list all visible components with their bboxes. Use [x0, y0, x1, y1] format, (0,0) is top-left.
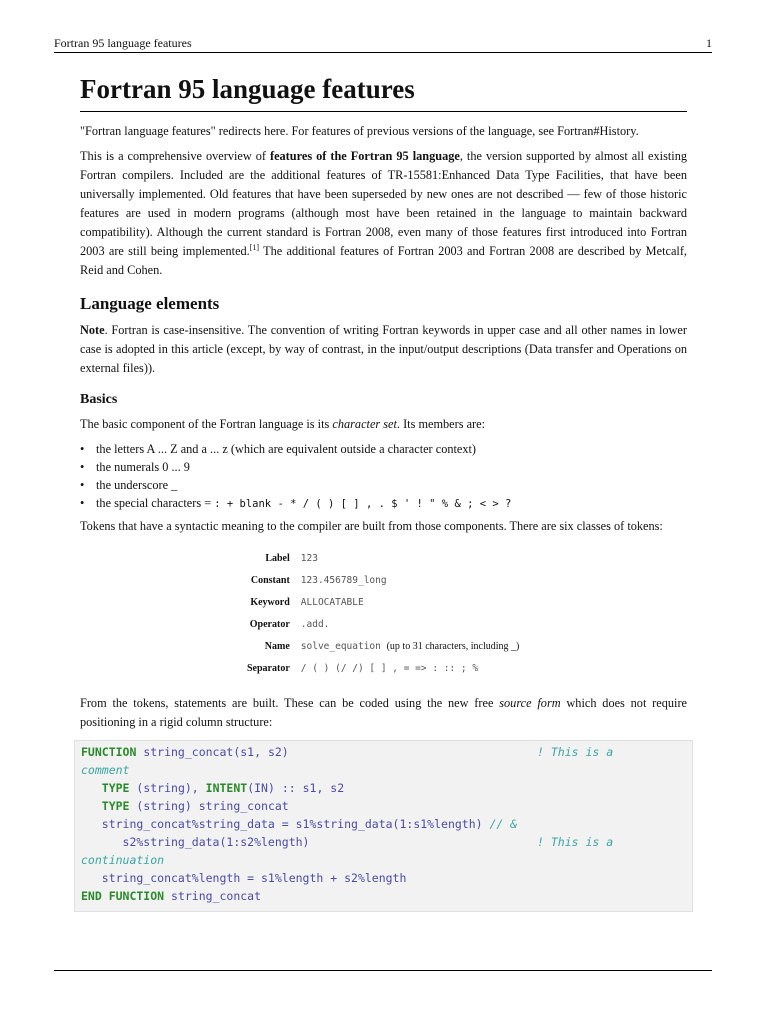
- overview-end: The additional features of Fortran 2003 and Fortran 2008 are described by Metcalf, Reid and Cohen.: [80, 244, 687, 278]
- code-line: [81, 761, 686, 779]
- token-label: Constant: [250, 575, 290, 587]
- code-text: string_concat: [164, 889, 262, 904]
- code-text: string_concat%string_data = s1%string_data(1:s1%length): [81, 816, 490, 831]
- basics-intro: [80, 415, 687, 434]
- section-heading-basics: Basics: [80, 391, 118, 407]
- token-value-text: .add.: [300, 619, 330, 631]
- code-line: [81, 797, 686, 815]
- overview-paragraph: [80, 147, 687, 280]
- code-indent: [81, 799, 102, 813]
- note-text: . Fortran is case-insensitive. The convention of writing Fortran keywords in upper case and all other names in lower case is adopted in this article (except, by way of contrast, in the input/output descriptions (Data transfer and Operations on external files)).: [80, 322, 687, 375]
- code-comment: continuation: [81, 853, 165, 868]
- code-text: s2%string_data(1:s2%length): [81, 835, 310, 850]
- code-line: [81, 779, 686, 797]
- table-row: [243, 570, 523, 592]
- table-row: [243, 636, 523, 658]
- token-value-text: 123.456789_long: [300, 575, 387, 587]
- code-block: [74, 740, 693, 913]
- citation-link[interactable]: [1]: [249, 243, 260, 253]
- table-row: [243, 658, 523, 680]
- code-comment: ! This is a: [537, 835, 614, 850]
- token-value: [294, 592, 524, 614]
- token-label: Operator: [249, 619, 290, 631]
- code-keyword: TYPE: [101, 780, 130, 795]
- section-heading-language-elements: Language elements: [80, 294, 220, 314]
- statements-suffix: which does not require positioning in a rigid column structure:: [80, 695, 687, 729]
- token-value: [294, 570, 524, 592]
- code-line: [81, 887, 686, 905]
- character-set-list: [80, 440, 687, 513]
- token-value: [294, 636, 524, 658]
- token-value-text: 123: [300, 553, 318, 565]
- overview-prefix: This is a comprehensive overview of: [80, 149, 270, 164]
- basics-intro-prefix: The basic component of the Fortran language is its: [80, 416, 333, 431]
- code-comment: comment: [81, 762, 130, 777]
- note-paragraph: [80, 321, 687, 378]
- code-keyword: TYPE: [101, 798, 130, 813]
- page-number: 1: [706, 36, 712, 50]
- token-value-text: ALLOCATABLE: [300, 597, 364, 609]
- tokens-table: [243, 548, 523, 680]
- code-text: (string),: [129, 780, 206, 795]
- code-text: string_concat(s1, s2): [136, 744, 289, 759]
- code-comment: // &: [489, 816, 518, 831]
- code-keyword: FUNCTION: [81, 744, 137, 759]
- token-value: [294, 614, 524, 636]
- token-value: [294, 658, 524, 680]
- overview-rest: , the version supported by almost all existing Fortran compilers. Included are the additional features of TR-15581:Enhanced Data Type Facilities, that have been universally implemented. Old features that have been superseded by new ones are not described — few of those historic features are used in modern programs (although most have been retained in the language to maintain backward compatibility). Although the current standard is Fortran 2008, even many of those features first introduced into Fortran 2003 are still being implemented.: [80, 149, 687, 259]
- code-text: (IN) :: s1, s2: [247, 780, 345, 795]
- code-text: string_concat%length = s1%length + s2%length: [81, 871, 407, 886]
- code-keyword: INTENT: [205, 780, 248, 795]
- table-row: [243, 548, 523, 570]
- code-text: (string) string_concat: [129, 798, 289, 813]
- running-header-title: Fortran 95 language features: [54, 36, 192, 50]
- code-line: [81, 869, 686, 887]
- table-row: [243, 592, 523, 614]
- token-label: Name: [264, 641, 290, 653]
- code-line: [81, 833, 686, 851]
- footer-rule: [54, 970, 712, 971]
- token-value: [294, 548, 524, 570]
- token-value-text: solve_equation: [300, 641, 381, 653]
- basics-intro-italic: character set: [332, 416, 397, 431]
- redirect-note-text: "Fortran language features" redirects here. For features of previous versions of the language, see Fortran#History.: [80, 124, 639, 139]
- token-label: Separator: [247, 663, 290, 675]
- list-item: [80, 494, 687, 513]
- note-label: Note: [80, 322, 105, 337]
- article-content: [80, 70, 687, 912]
- statements-italic: source form: [499, 695, 561, 710]
- special-chars-prefix: the special characters =: [96, 495, 215, 510]
- code-line: [81, 815, 686, 833]
- running-header: [54, 34, 712, 53]
- page-title: Fortran 95 language features: [80, 70, 687, 112]
- statements-prefix: From the tokens, statements are built. These can be coded using the new free: [80, 695, 500, 710]
- token-label: Label: [265, 553, 290, 565]
- overview-bold: features of the Fortran 95 language: [269, 149, 460, 164]
- token-label: Keyword: [250, 597, 290, 609]
- tokens-intro: Tokens that have a syntactic meaning to the compiler are built from those components. There are six classes of tokens:: [80, 518, 663, 533]
- code-keyword: END FUNCTION: [81, 889, 165, 904]
- token-value-text: / ( ) (/ /) [ ] , = => : :: ; %: [300, 663, 479, 675]
- list-item: • the underscore _: [80, 476, 687, 494]
- list-item: • the numerals 0 ... 9: [80, 458, 687, 476]
- basics-intro-suffix: . Its members are:: [396, 416, 486, 431]
- list-item: • the letters A ... Z and a ... z (which are equivalent outside a character context): [80, 440, 687, 458]
- code-line: [81, 851, 686, 869]
- table-row: [243, 614, 523, 636]
- code-indent: [81, 781, 102, 795]
- redirect-note: [80, 122, 687, 141]
- statements-paragraph: [80, 694, 687, 732]
- code-line: [81, 743, 686, 761]
- special-chars: : + blank - * / ( ) [ ] , . $ ' ! " % & ; < > ?: [214, 497, 512, 510]
- token-note: (up to 31 characters, including _): [386, 641, 520, 653]
- code-comment: ! This is a: [537, 744, 614, 759]
